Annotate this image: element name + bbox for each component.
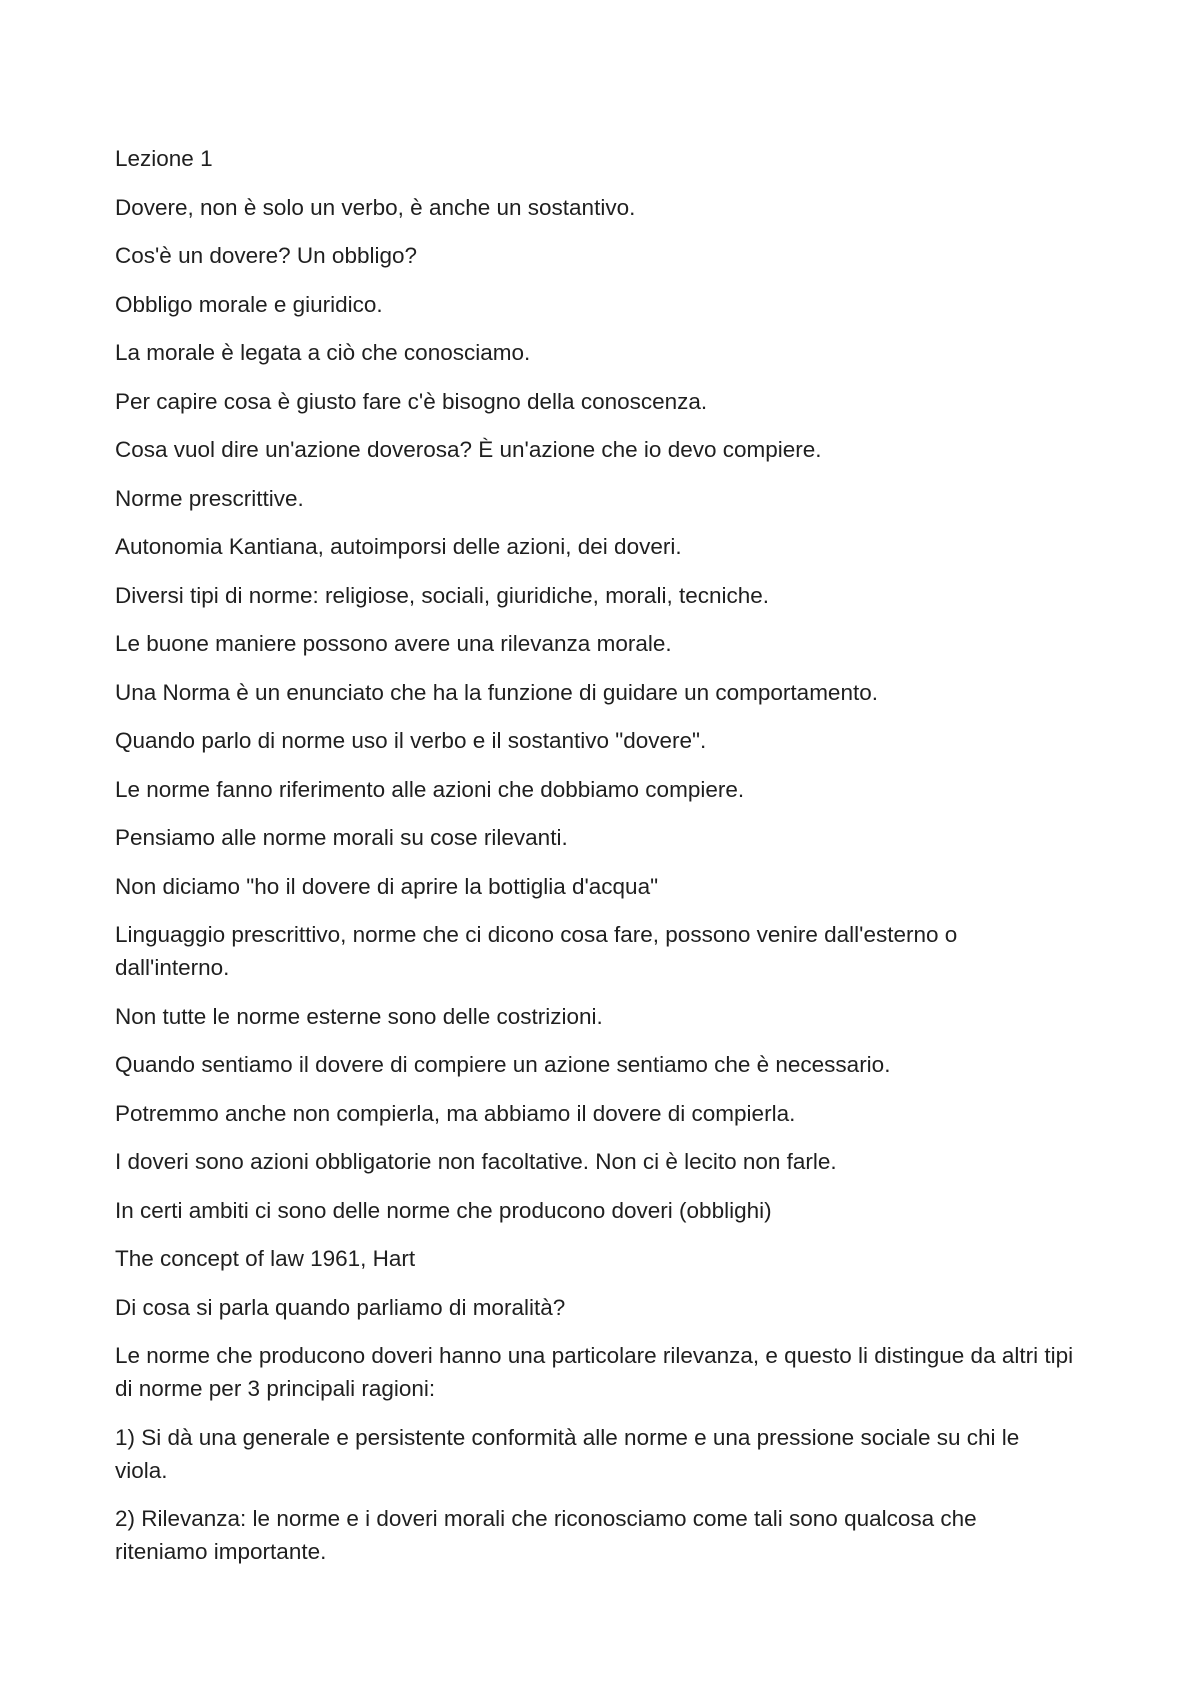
paragraph: Per capire cosa è giusto fare c'è bisogno della conoscenza.	[115, 388, 708, 414]
paragraph: Norme prescrittive.	[115, 485, 304, 511]
paragraph: 1) Si dà una generale e persistente conformità alle norme e una pressione sociale su chi le viola.	[115, 1424, 1020, 1483]
paragraph: Linguaggio prescrittivo, norme che ci dicono cosa fare, possono venire dall'esterno o dall'interno.	[115, 922, 958, 980]
paragraph: Diversi tipi di norme: religiose, sociali, giuridiche, morali, tecniche.	[115, 582, 770, 608]
paragraph: Dovere, non è solo un verbo, è anche un sostantivo.	[115, 194, 636, 220]
paragraph: Potremmo anche non compierla, ma abbiamo il dovere di compierla.	[115, 1100, 796, 1126]
paragraph: Di cosa si parla quando parliamo di moralità?	[115, 1294, 566, 1320]
paragraph: Le norme che producono doveri hanno una particolare rilevanza, e questo li distingue da altri tipi di norme per 3 principali ragioni:	[115, 1343, 1074, 1401]
paragraph: I doveri sono azioni obbligatorie non facoltative. Non ci è lecito non farle.	[115, 1149, 837, 1174]
paragraph: 2) Rilevanza: le norme e i doveri morali che riconosciamo come tali sono qualcosa che riteniamo importante.	[115, 1506, 977, 1564]
paragraph: Le buone maniere possono avere una rilevanza morale.	[115, 631, 672, 656]
paragraph: Una Norma è un enunciato che ha la funzione di guidare un comportamento.	[115, 679, 878, 705]
paragraph: Cos'è un dovere? Un obbligo?	[115, 243, 418, 268]
paragraph: Cosa vuol dire un'azione doverosa? È un'azione che io devo compiere.	[115, 437, 822, 462]
paragraph: The concept of law 1961, Hart	[115, 1246, 416, 1271]
paragraph: Non tutte le norme esterne sono delle costrizioni.	[115, 1003, 603, 1029]
document-body	[115, 142, 1075, 1584]
paragraph: Non diciamo "ho il dovere di aprire la bottiglia d'acqua"	[115, 873, 659, 899]
paragraph: Quando parlo di norme uso il verbo e il sostantivo "dovere".	[115, 728, 707, 753]
paragraph: Autonomia Kantiana, autoimporsi delle azioni, dei doveri.	[115, 534, 682, 559]
paragraph: In certi ambiti ci sono delle norme che producono doveri (obblighi)	[115, 1197, 772, 1223]
paragraph: Le norme fanno riferimento alle azioni che dobbiamo compiere.	[115, 776, 745, 802]
paragraph: Quando sentiamo il dovere di compiere un azione sentiamo che è necessario.	[115, 1052, 891, 1077]
paragraph-title: Lezione 1	[115, 146, 213, 171]
paragraph: Pensiamo alle norme morali su cose rilevanti.	[115, 825, 568, 850]
paragraph: La morale è legata a ciò che conosciamo.	[115, 340, 531, 365]
paragraph: Obbligo morale e giuridico.	[115, 291, 383, 317]
